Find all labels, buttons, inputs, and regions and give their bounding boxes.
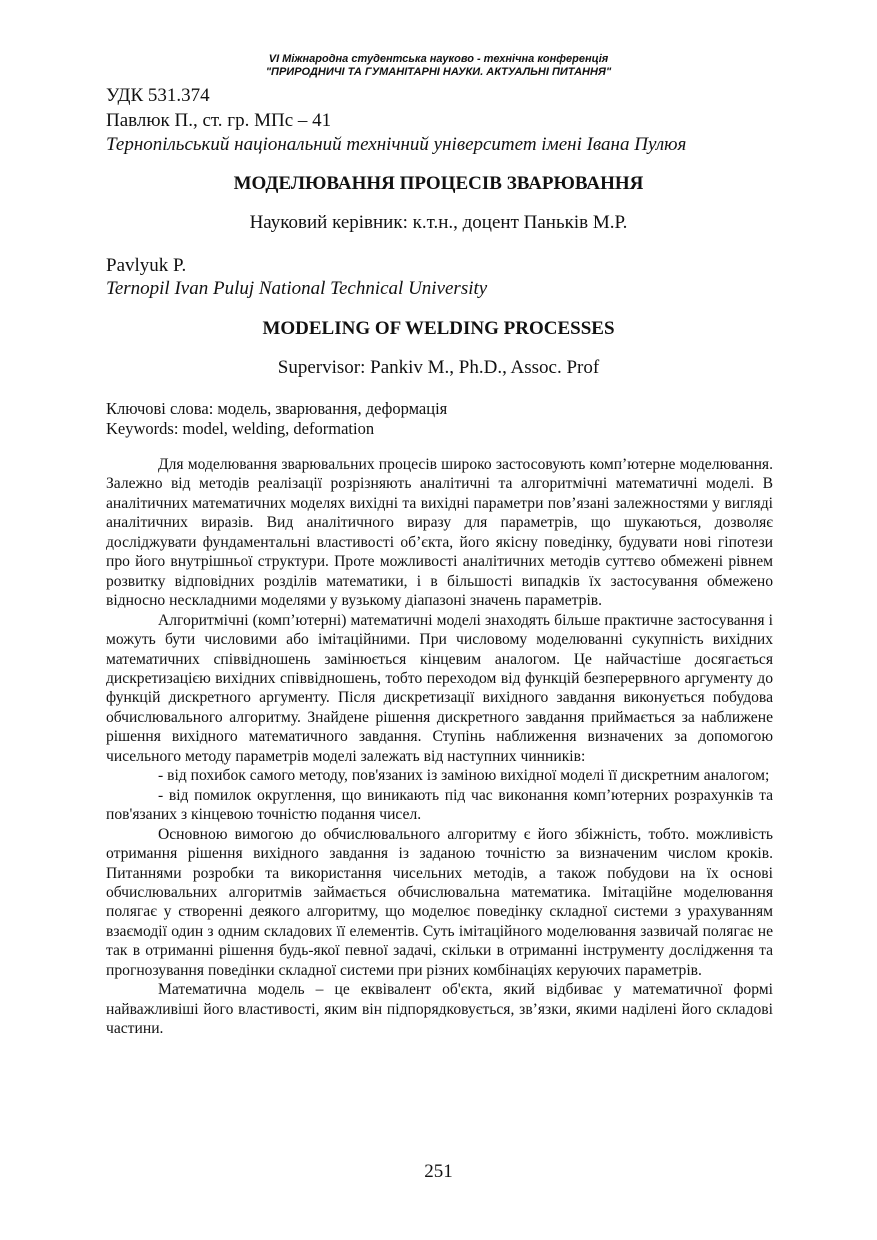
udk-code: УДК 531.374 <box>106 85 210 106</box>
title-en: MODELING OF WELDING PROCESSES <box>262 318 615 339</box>
conference-header-line2: "ПРИРОДНИЧІ ТА ГУМАНІТАРНІ НАУКИ. АКТУАЛЬНІ ПИТАННЯ" <box>265 66 612 78</box>
conference-header-line1: VI Міжнародна студентська науково - технічна конференція <box>268 53 609 65</box>
article-body <box>106 455 773 1039</box>
page-number: 251 <box>424 1161 453 1182</box>
affiliation-ua: Тернопільський національний технічний університет імені Івана Пулюя <box>106 134 687 155</box>
keywords-en: Keywords: model, welding, deformation <box>106 419 375 438</box>
body-list-item: - від похибок самого методу, пов'язаних із заміною вихідної моделі її дискретним аналогом; <box>158 767 770 785</box>
author-ua: Павлюк П., ст. гр. МПс – 41 <box>106 110 332 131</box>
body-paragraph: Алгоритмічні (комп’ютерні) математичні моделі знаходять більше практичне застосування і можуть бути числовими або імітаційними. При числовому моделюванні сукупність вихідних математичних співвідношень замінюється кінцевим аналогом. Це найчастіше досягається дискретизацією вихідних співвідношень, тобто переходом від функцій безперервного аргументу до функцій дискретного аргументу. Після дискретизації вихідного завдання виконується побудова обчислювального алгоритму. Знайдене рішення дискретного завдання приймається за наближене рішення вихідного математичного завдання. Ступінь наближення визначених за допомогою чисельного методу параметрів моделі залежать від наступних чинників: <box>106 611 773 765</box>
supervisor-en: Supervisor: Pankiv M., Ph.D., Assoc. Prof <box>277 357 600 378</box>
title-ua: МОДЕЛЮВАННЯ ПРОЦЕСІВ ЗВАРЮВАННЯ <box>233 173 644 194</box>
body-list-item: - від помилок округлення, що виникають під час виконання комп’ютерних розрахунків та пов'язаних з кінцевою точністю подання чисел. <box>106 786 773 824</box>
body-paragraph: Основною вимогою до обчислювального алгоритму є його збіжність, тобто. можливість отримання рішення вихідного завдання із заданою точністю за визначеним числом кроків. Питаннями розробки та використання чисельних методів, а також побудови на їх основі обчислювальних алгоритмів займається обчислювальна математика. Імітаційне моделювання полягає у створенні деякого алгоритму, що моделює поведінку складної системи з урахуванням взаємодії один з одним складових її елементів. Суть імітаційного моделювання зазвичай полягає не так в отриманні рішення будь-якої певної задачі, скільки в отриманні інструменту дослідження та прогнозування поведінки складної системи при різних комбінаціях керуючих параметрів. <box>106 825 773 979</box>
author-en: Pavlyuk P. <box>106 255 187 276</box>
affiliation-en: Ternopil Ivan Puluj National Technical University <box>106 278 488 299</box>
body-paragraph: Математична модель – це еквівалент об'єкта, який відбиває у математичної формі найважливіші його властивості, яким він підпорядковується, зв’язки, якими наділені його складові частини. <box>106 981 773 1038</box>
body-paragraph: Для моделювання зварювальних процесів широко застосовують комп’ютерне моделювання. Залежно від методів реалізації розрізняють аналітичні та алгоритмічні математичні моделі. В аналітичних математичних моделях вихідні та вихідні параметри пов’язані залежностями у вигляді аналітичних виразів. Вид аналітичного виразу для параметрів, що шукаються, дозволяє досліджувати фундаментальні властивості об’єкта, його якісну поведінку, будувати нові гіпотези про його внутрішньої структури. Проте можливості аналітичних методів суттєво обмежені рівнем розвитку відповідних розділів математики, і в більшості випадків їх застосування обмежено відносно нескладними моделями у вузькому діапазоні значень параметрів. <box>106 456 773 610</box>
keywords-ua: Ключові слова: модель, зварювання, деформація <box>106 399 448 418</box>
supervisor-ua: Науковий керівник: к.т.н., доцент Паньків М.Р. <box>249 212 628 233</box>
